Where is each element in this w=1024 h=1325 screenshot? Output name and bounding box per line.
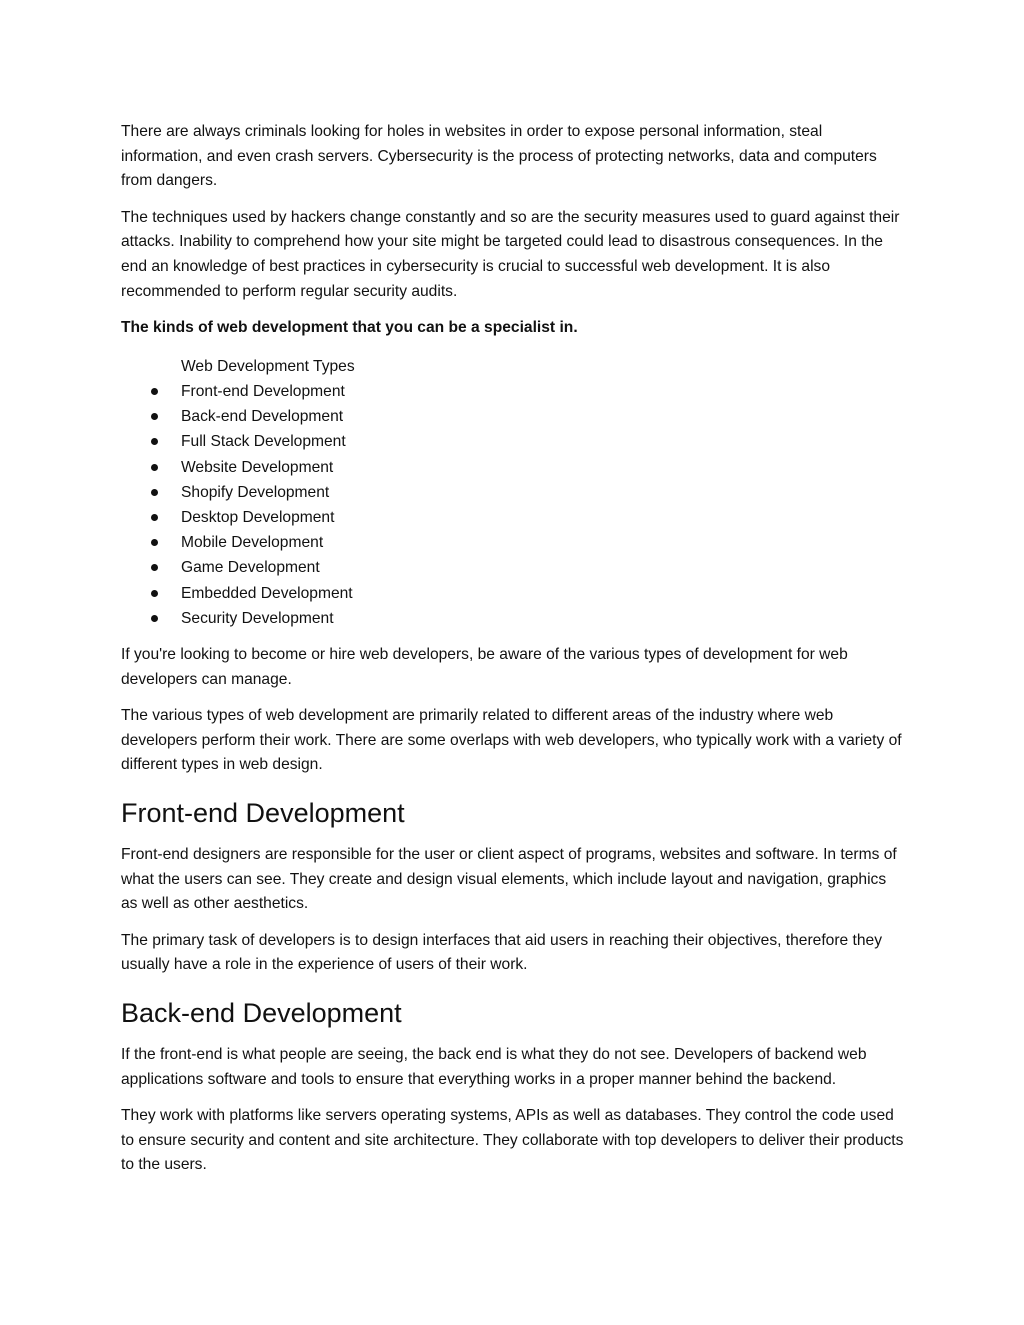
bullet-icon	[151, 539, 158, 546]
list-item-label: Full Stack Development	[181, 433, 346, 451]
back-end-paragraph-1: If the front-end is what people are seeing, the back end is what they do not see. Developers of backend web applications software and tools to ensure that everything works in a proper manner behind the backend.	[121, 1045, 867, 1088]
bullet-icon	[151, 489, 158, 496]
intro-paragraph-1: There are always criminals looking for holes in websites in order to expose personal information, steal information, and even crash servers. Cybersecurity is the process of protecting networks, data and computers from dangers.	[121, 123, 877, 190]
overview-paragraph-2: The various types of web development are primarily related to different areas of the industry where web developers perform their work. There are some overlaps with web developers, who typically work with a variety of different types in web design.	[121, 707, 902, 774]
overview-paragraph-1: If you're looking to become or hire web developers, be aware of the various types of development for web developers can manage.	[121, 645, 848, 688]
front-end-heading: Front-end Development	[121, 797, 405, 828]
bullet-icon	[151, 514, 158, 521]
list-item	[121, 530, 906, 555]
front-end-paragraph-2: The primary task of developers is to design interfaces that aid users in reaching their objectives, therefore they usually have a role in the experience of users of their work.	[121, 931, 883, 974]
bullet-icon	[151, 564, 158, 571]
list-item	[121, 379, 906, 404]
bullet-icon	[151, 388, 158, 395]
list-item-label: Back-end Development	[181, 408, 344, 426]
list-item-label: Website Development	[181, 458, 334, 476]
list-item-label: Desktop Development	[181, 508, 335, 526]
list-item-label: Embedded Development	[181, 584, 353, 602]
list-item	[121, 429, 906, 454]
document-page	[121, 120, 906, 1190]
kinds-heading: The kinds of web development that you can be a specialist in.	[121, 319, 578, 337]
list-item	[121, 480, 906, 505]
intro-paragraph-2: The techniques used by hackers change constantly and so are the security measures used to guard against their attacks. Inability to comprehend how your site might be targeted could lead to disastrous consequences. In the end an knowledge of best practices in cybersecurity is crucial to successful web development. It is also recommended to perform regular security audits.	[121, 208, 900, 300]
bullet-icon	[151, 464, 158, 471]
list-item-label: Game Development	[181, 559, 320, 577]
bullet-icon	[151, 438, 158, 445]
dev-types-list	[121, 379, 906, 631]
bullet-icon	[151, 615, 158, 622]
dev-types-caption: Web Development Types	[181, 357, 355, 375]
bullet-icon	[151, 590, 158, 597]
bullet-icon	[151, 413, 158, 420]
list-item	[121, 555, 906, 580]
back-end-heading: Back-end Development	[121, 997, 402, 1028]
back-end-paragraph-2: They work with platforms like servers operating systems, APIs as well as databases. They control the code used to ensure security and content and site architecture. They collaborate with top developers to deliver their products to the users.	[121, 1107, 904, 1174]
list-item-label: Shopify Development	[181, 483, 330, 501]
list-item	[121, 581, 906, 606]
list-item	[121, 455, 906, 480]
front-end-paragraph-1: Front-end designers are responsible for the user or client aspect of programs, websites and software. In terms of what the users can see. They create and design visual elements, which include layout and navigation, graphics as well as other aesthetics.	[121, 845, 897, 913]
list-item-label: Mobile Development	[181, 534, 324, 552]
list-item-label: Security Development	[181, 609, 334, 627]
list-item	[121, 404, 906, 429]
list-item	[121, 505, 906, 530]
list-item-label: Front-end Development	[181, 382, 345, 400]
list-item	[121, 606, 906, 631]
